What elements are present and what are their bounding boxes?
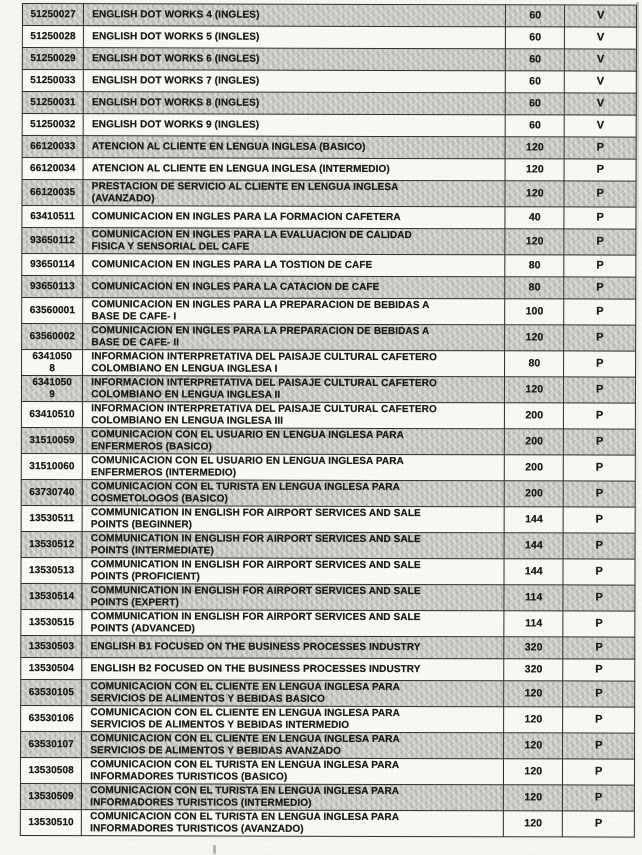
course-hours: 120 bbox=[505, 159, 564, 181]
table-row bbox=[21, 531, 635, 559]
table-row bbox=[21, 731, 635, 759]
table-row bbox=[22, 48, 636, 72]
table-row bbox=[21, 635, 635, 659]
course-type: P bbox=[563, 811, 635, 837]
course-type: P bbox=[563, 611, 635, 637]
course-name: COMUNICACION EN INGLES PARA LA PREPARACION DE BEBIDAS A BASE DE CAFE- II bbox=[83, 324, 505, 351]
course-type: P bbox=[563, 659, 635, 681]
course-code: 63560002 bbox=[22, 324, 83, 350]
course-hours: 120 bbox=[504, 707, 563, 733]
course-type: P bbox=[563, 707, 635, 733]
course-type: P bbox=[564, 207, 636, 229]
course-code: 63730740 bbox=[21, 479, 82, 505]
course-name: COMMUNICATION IN ENGLISH FOR AIRPORT SERVICES AND SALE POINTS (EXPERT) bbox=[82, 584, 504, 611]
course-code: 63410511 bbox=[22, 206, 83, 228]
course-hours: 114 bbox=[504, 585, 563, 611]
course-name: INFORMACION INTERPRETATIVA DEL PAISAJE CULTURAL CAFETERO COLOMBIANO EN LENGUA INGLESA II bbox=[83, 376, 505, 403]
course-name: ENGLISH DOT WORKS 7 (INGLES) bbox=[84, 70, 506, 93]
course-name: ENGLISH DOT WORKS 9 (INGLES) bbox=[83, 114, 505, 137]
course-name: ENGLISH DOT WORKS 4 (INGLES) bbox=[84, 4, 506, 27]
course-code: 13530514 bbox=[21, 583, 82, 609]
table-row bbox=[22, 206, 636, 230]
course-hours: 120 bbox=[504, 759, 563, 785]
course-name: COMUNICACION CON EL USUARIO EN LENGUA INGLESA PARA ENFERMEROS (INTERMEDIO) bbox=[83, 454, 505, 481]
course-code: 31510060 bbox=[21, 453, 82, 479]
course-name: ENGLISH B1 FOCUSED ON THE BUSINESS PROCESSES INDUSTRY bbox=[82, 636, 504, 659]
course-name: COMUNICACION EN INGLES PARA LA CATACION DE CAFE bbox=[83, 276, 505, 299]
course-catalog-table bbox=[20, 3, 637, 838]
course-type: P bbox=[563, 585, 635, 611]
course-name: COMUNICACION CON EL TURISTA EN LENGUA INGLESA PARA INFORMADORES TURISTICOS (BASICO) bbox=[82, 758, 504, 785]
scan-edge-artifact bbox=[636, 2, 639, 840]
course-name: COMUNICACION EN INGLES PARA LA FORMACION CAFETERA bbox=[83, 206, 505, 229]
course-hours: 320 bbox=[504, 637, 563, 659]
course-code: 63530106 bbox=[21, 705, 82, 731]
table-row bbox=[21, 609, 635, 637]
course-type: P bbox=[563, 559, 635, 585]
course-type: P bbox=[564, 533, 636, 559]
course-code: 13530513 bbox=[21, 557, 82, 583]
table-row bbox=[21, 505, 635, 533]
course-hours: 144 bbox=[504, 533, 563, 559]
table-row bbox=[22, 158, 636, 182]
course-hours: 120 bbox=[504, 733, 563, 759]
table-row bbox=[22, 136, 636, 160]
table-row bbox=[22, 70, 636, 94]
course-type: V bbox=[565, 115, 637, 137]
course-type: P bbox=[564, 325, 636, 351]
course-code: 13530509 bbox=[20, 783, 81, 809]
table-row bbox=[20, 757, 634, 785]
course-name: COMUNICACION CON EL TURISTA EN LENGUA INGLESA PARA INFORMADORES TURISTICOS (INTERMEDIO) bbox=[82, 784, 504, 811]
course-code: 13530515 bbox=[21, 609, 82, 635]
course-code: 13530510 bbox=[20, 809, 81, 835]
course-type: P bbox=[564, 255, 636, 277]
table-row bbox=[21, 705, 635, 733]
course-name: COMUNICACION EN INGLES PARA LA TOSTION DE CAFE bbox=[83, 254, 505, 277]
course-name: PRESTACION DE SERVICIO AL CLIENTE EN LENGUA INGLESA (AVANZADO) bbox=[83, 180, 505, 207]
course-type: P bbox=[564, 507, 636, 533]
course-hours: 60 bbox=[506, 5, 565, 27]
course-code: 51250033 bbox=[22, 70, 83, 92]
course-hours: 120 bbox=[505, 377, 564, 403]
course-code: 66120033 bbox=[22, 136, 83, 158]
table-row bbox=[20, 809, 634, 837]
course-table-body bbox=[20, 4, 636, 838]
table-row bbox=[21, 401, 635, 429]
course-name: ENGLISH DOT WORKS 6 (INGLES) bbox=[84, 48, 506, 71]
course-hours: 60 bbox=[505, 93, 564, 115]
course-hours: 100 bbox=[505, 299, 564, 325]
table-row bbox=[21, 657, 635, 681]
table-row bbox=[22, 114, 636, 138]
course-type: P bbox=[564, 377, 636, 403]
course-name: COMMUNICATION IN ENGLISH FOR AIRPORT SERVICES AND SALE POINTS (ADVANCED) bbox=[82, 610, 504, 637]
course-name: ATENCION AL CLIENTE EN LENGUA INGLESA (BASICO) bbox=[83, 136, 505, 159]
course-hours: 80 bbox=[505, 255, 564, 277]
course-type: P bbox=[564, 351, 636, 377]
course-name: COMUNICACION CON EL CLIENTE EN LENGUA INGLESA PARA SERVICIOS DE ALIMENTOS Y BEBIDAS AVANZADO bbox=[82, 732, 504, 759]
course-name: ATENCION AL CLIENTE EN LENGUA INGLESA (INTERMEDIO) bbox=[83, 158, 505, 181]
course-hours: 144 bbox=[504, 559, 563, 585]
course-type: P bbox=[565, 137, 637, 159]
course-type: P bbox=[563, 733, 635, 759]
course-type: P bbox=[564, 229, 636, 255]
course-type: P bbox=[564, 299, 636, 325]
course-code: 93650113 bbox=[22, 276, 83, 298]
course-type: P bbox=[564, 429, 636, 455]
course-name: COMUNICACION CON EL CLIENTE EN LENGUA INGLESA PARA SERVICIOS DE ALIMENTOS Y BEBIDAS INTERMEDIO bbox=[82, 706, 504, 733]
table-row bbox=[22, 350, 636, 378]
course-hours: 200 bbox=[505, 429, 564, 455]
course-hours: 40 bbox=[505, 207, 564, 229]
table-row bbox=[22, 254, 636, 278]
table-row bbox=[21, 557, 635, 585]
course-type: P bbox=[564, 181, 636, 207]
course-hours: 120 bbox=[504, 681, 563, 707]
table-row bbox=[21, 453, 635, 481]
course-type: V bbox=[565, 71, 637, 93]
course-code: 51250032 bbox=[22, 114, 83, 136]
course-hours: 60 bbox=[505, 115, 564, 137]
table-row bbox=[22, 298, 636, 326]
course-code: 13530511 bbox=[21, 505, 82, 531]
course-code: 66120034 bbox=[22, 158, 83, 180]
course-hours: 80 bbox=[505, 351, 564, 377]
course-code: 51250029 bbox=[22, 48, 83, 70]
course-name: ENGLISH DOT WORKS 8 (INGLES) bbox=[84, 92, 506, 115]
course-code: 6341050 8 bbox=[22, 350, 83, 376]
course-hours: 120 bbox=[504, 811, 563, 837]
course-name: INFORMACION INTERPRETATIVA DEL PAISAJE CULTURAL CAFETERO COLOMBIANO EN LENGUA INGLESA III bbox=[83, 402, 505, 429]
course-hours: 320 bbox=[504, 659, 563, 681]
course-name: COMUNICACION EN INGLES PARA LA EVALUACION DE CALIDAD FISICA Y SENSORIAL DEL CAFE bbox=[83, 228, 505, 255]
course-code: 6341050 9 bbox=[21, 376, 82, 402]
course-name: COMUNICACION CON EL TURISTA EN LENGUA INGLESA PARA COSMETOLOGOS (BASICO) bbox=[82, 480, 504, 507]
table-row bbox=[22, 324, 636, 352]
course-type: P bbox=[564, 403, 636, 429]
course-code: 51250031 bbox=[22, 92, 83, 114]
table-row bbox=[22, 276, 636, 300]
table-row bbox=[21, 427, 635, 455]
course-hours: 144 bbox=[504, 507, 563, 533]
course-hours: 120 bbox=[505, 325, 564, 351]
table-row bbox=[22, 180, 636, 208]
course-type: P bbox=[564, 455, 636, 481]
course-type: V bbox=[565, 49, 637, 71]
course-code: 13530508 bbox=[20, 757, 81, 783]
course-code: 93650114 bbox=[22, 254, 83, 276]
course-name: COMUNICACION EN INGLES PARA LA PREPARACION DE BEBIDAS A BASE DE CAFE- I bbox=[83, 298, 505, 325]
course-type: P bbox=[564, 277, 636, 299]
course-code: 13530512 bbox=[21, 531, 82, 557]
course-name: COMUNICACION CON EL CLIENTE EN LENGUA INGLESA PARA SERVICIOS DE ALIMENTOS Y BEBIDAS BASICO bbox=[82, 680, 504, 707]
course-hours: 200 bbox=[504, 481, 563, 507]
table-row bbox=[20, 783, 634, 811]
course-code: 13530503 bbox=[21, 635, 82, 657]
table-row bbox=[21, 679, 635, 707]
course-hours: 60 bbox=[506, 27, 565, 49]
course-code: 63530105 bbox=[21, 679, 82, 705]
table-row bbox=[21, 479, 635, 507]
course-type: P bbox=[564, 481, 636, 507]
table-row bbox=[21, 583, 635, 611]
course-name: COMMUNICATION IN ENGLISH FOR AIRPORT SERVICES AND SALE POINTS (BEGINNER) bbox=[82, 506, 504, 533]
course-type: V bbox=[565, 27, 637, 49]
course-code: 63410510 bbox=[21, 401, 82, 427]
course-hours: 120 bbox=[505, 137, 564, 159]
course-type: P bbox=[565, 159, 637, 181]
course-name: ENGLISH B2 FOCUSED ON THE BUSINESS PROCESSES INDUSTRY bbox=[82, 658, 504, 681]
course-type: P bbox=[563, 681, 635, 707]
course-hours: 60 bbox=[505, 71, 564, 93]
course-type: P bbox=[563, 637, 635, 659]
course-hours: 200 bbox=[505, 403, 564, 429]
course-name: COMMUNICATION IN ENGLISH FOR AIRPORT SERVICES AND SALE POINTS (PROFICIENT) bbox=[82, 558, 504, 585]
course-name: ENGLISH DOT WORKS 5 (INGLES) bbox=[84, 26, 506, 49]
course-name: COMUNICACION CON EL USUARIO EN LENGUA INGLESA PARA ENFERMEROS (BASICO) bbox=[83, 428, 505, 455]
table-row bbox=[22, 4, 636, 28]
course-code: 51250027 bbox=[22, 4, 83, 26]
course-code: 66120035 bbox=[22, 180, 83, 206]
table-row bbox=[22, 26, 636, 50]
course-hours: 120 bbox=[504, 785, 563, 811]
course-name: COMUNICACION CON EL TURISTA EN LENGUA INGLESA PARA INFORMADORES TURISTICOS (AVANZADO) bbox=[82, 810, 504, 837]
course-name: COMMUNICATION IN ENGLISH FOR AIRPORT SERVICES AND SALE POINTS (INTERMEDIATE) bbox=[82, 532, 504, 559]
course-hours: 120 bbox=[505, 229, 564, 255]
course-code: 63560001 bbox=[22, 298, 83, 324]
table-row bbox=[22, 228, 636, 256]
course-code: 63530107 bbox=[21, 731, 82, 757]
course-code: 93650112 bbox=[22, 228, 83, 254]
table-row bbox=[22, 92, 636, 116]
course-name: INFORMACION INTERPRETATIVA DEL PAISAJE CULTURAL CAFETERO COLOMBIANO EN LENGUA INGLESA I bbox=[83, 350, 505, 377]
course-hours: 120 bbox=[505, 181, 564, 207]
course-code: 31510059 bbox=[21, 427, 82, 453]
course-code: 13530504 bbox=[21, 657, 82, 679]
course-type: V bbox=[565, 93, 637, 115]
course-hours: 114 bbox=[504, 611, 563, 637]
course-code: 51250028 bbox=[22, 26, 83, 48]
table-row bbox=[21, 376, 635, 404]
course-type: V bbox=[565, 5, 637, 27]
course-hours: 60 bbox=[506, 49, 565, 71]
course-type: P bbox=[563, 785, 635, 811]
course-hours: 80 bbox=[505, 277, 564, 299]
scan-smudge-artifact bbox=[213, 845, 216, 854]
course-type: P bbox=[563, 759, 635, 785]
course-hours: 200 bbox=[504, 455, 563, 481]
